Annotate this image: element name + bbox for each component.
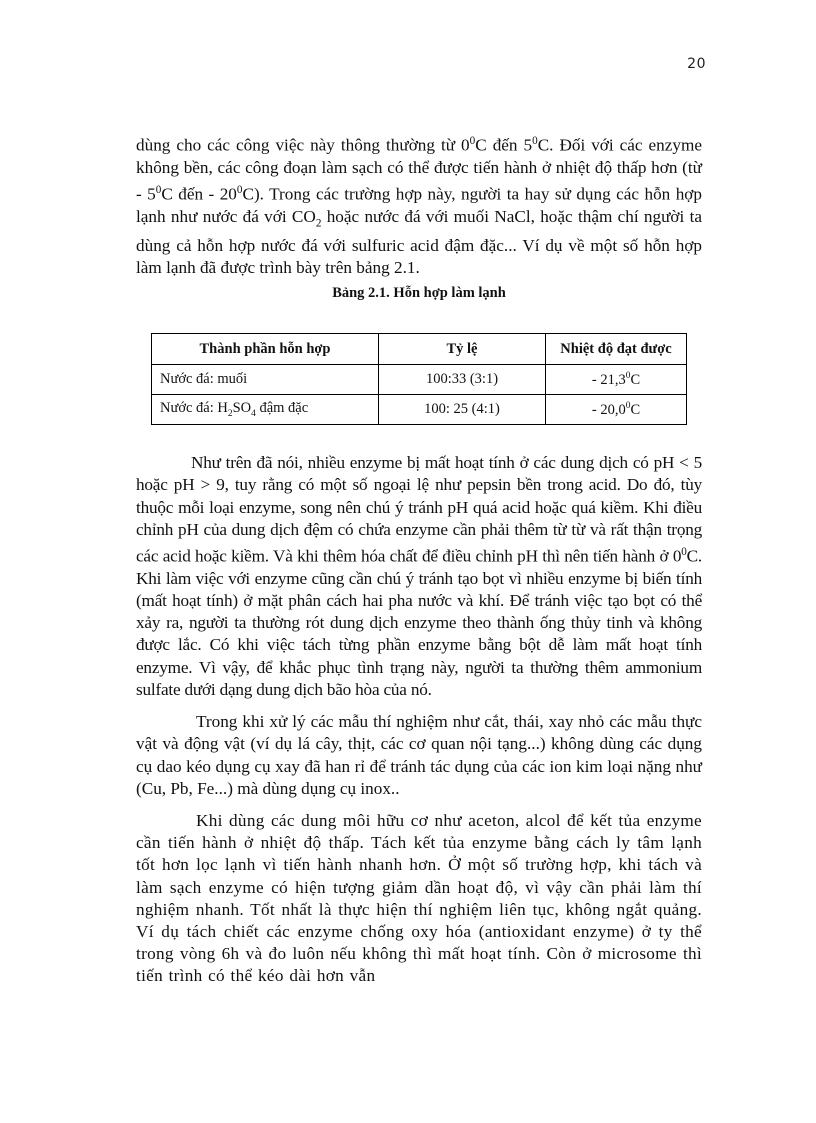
solvent-paragraph: Khi dùng các dung môi hữu cơ như aceton, alcol để kết tủa enzyme cần tiến hành ở nhiệt độ thấp. Tách kết tủa enzyme bằng cách ly tâm lạnh tốt hơn lọc lạnh vì tiến hành nhanh hơn. Ở một số trường hợp, khi tách và làm sạch enzyme có hiện tượng giảm dần hoạt độ, vì vậy cần phải làm thí nghiệm nhanh. Tốt nhất là thực hiện thí nghiệm liên tục, không ngắt quảng. Ví dụ tách chiết các enzyme chống oxy hóa (antioxidant enzyme) ở ty thể trong vòng 6h và đo luôn nếu không thì mất hoạt tính. Còn ở microsome thì tiến trình có thể kéo dài hơn vẫn bbox=[136, 810, 702, 986]
header-composition: Thành phần hỗn hợp bbox=[152, 334, 379, 365]
header-temperature: Nhiệt độ đạt được bbox=[546, 334, 687, 365]
table-caption: Bảng 2.1. Hỗn hợp làm lạnh bbox=[332, 285, 506, 302]
cell-ratio: 100:33 (3:1) bbox=[379, 365, 546, 395]
cell-mix: Nước đá: $H_2SO_4$ đậm đặc bbox=[152, 395, 379, 425]
cell-temperature: - 21,3$^0$C bbox=[546, 365, 687, 395]
table-row bbox=[152, 365, 687, 395]
cell-temperature: - 20,0$^0$C bbox=[546, 395, 687, 425]
cell-ratio: 100: 25 (4:1) bbox=[379, 395, 546, 425]
ph-paragraph: Như trên đã nói, nhiều enzyme bị mất hoạt tính ở các dung dịch có pH < 5 hoặc pH > 9, tuy rằng có một số ngoại lệ như pepsin bền trong acid. Do đó, tùy thuộc mỗi loại enzyme, song nên chú ý tránh pH quá acid hoặc quá kiềm. Khi điều chỉnh pH của dung dịch đệm có chứa enzyme cần phải thêm từ từ và rất thận trọng các acid hoặc kiềm. Và khi thêm hóa chất để điều chỉnh pH thì nên tiến hành ở $0^0C$. Khi làm việc với enzyme cũng cần chú ý tránh tạo bọt vì nhiều enzyme bị biến tính (mất hoạt tính) ở mặt phân cách hai pha nước và khí. Để tránh việc tạo bọt có thể xảy ra, người ta thường rót dung dịch enzyme theo thành ống thủy tinh và không được lắc. Có khi việc tách từng phần enzyme bằng bột dễ làm mất hoạt tính enzyme. Vì vậy, để khắc phục tình trạng này, người ta thường thêm ammonium sulfate dưới dạng dung dịch bão hòa của nó. bbox=[136, 453, 702, 699]
table-row bbox=[152, 395, 687, 425]
cell-mix: Nước đá: muối bbox=[152, 365, 379, 395]
header-ratio: Tỷ lệ bbox=[379, 334, 546, 365]
sample-handling-paragraph: Trong khi xử lý các mẫu thí nghiệm như cắt, thái, xay nhỏ các mẫu thực vật và động vật (ví dụ lá cây, thịt, các cơ quan nội tạng...) không dùng các dụng cụ dao kéo dụng cụ xay đã han rỉ để tránh tác dụng của các ion kim loại nặng như (Cu, Pb, Fe...) mà dùng dụng cụ inox.. bbox=[136, 712, 702, 798]
intro-paragraph: dùng cho các công việc này thông thường từ $0^0C$ đến $5^0C$. Đối với các enzyme không bền, các công đoạn làm sạch có thể được tiến hành ở nhiệt độ thấp hơn (từ - $5^0C$ đến - $20^0C$). Trong các trường hợp này, người ta hay sử dụng các hỗn hợp lạnh như nước đá với $CO_2$ hoặc nước đá với muối NaCl, hoặc thậm chí người ta dùng cả hỗn hợp nước đá với sulfuric acid đậm đặc... Ví dụ về một số hỗn hợp làm lạnh đã được trình bày trên bảng 2.1. bbox=[136, 135, 702, 277]
page-content bbox=[136, 130, 702, 988]
page-number: 20 bbox=[687, 56, 706, 72]
table-header-row bbox=[152, 334, 687, 365]
cooling-mixture-table bbox=[151, 333, 687, 425]
